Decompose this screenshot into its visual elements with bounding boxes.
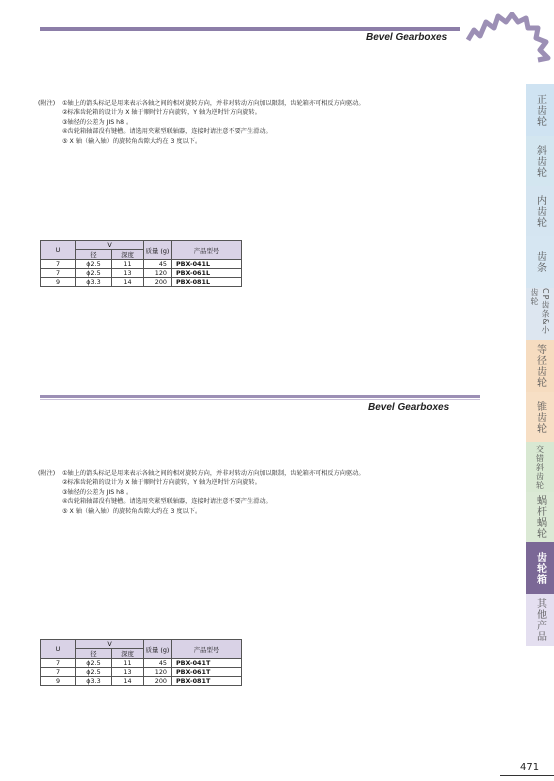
note-line <box>38 99 365 108</box>
cell-u: 9 <box>41 278 76 287</box>
header-rule-mid-thin <box>40 399 480 400</box>
header-rule-top <box>40 27 460 31</box>
cell-mass: 45 <box>144 260 172 269</box>
cell-dia: ϕ3.3 <box>76 677 112 686</box>
page-number-rule <box>500 775 554 776</box>
cell-mass: 200 <box>144 677 172 686</box>
cell-depth: 11 <box>112 659 144 668</box>
col-dia-header: 径 <box>76 649 112 659</box>
notes-block-1 <box>38 99 365 146</box>
notes-tag: (附注) <box>38 100 56 107</box>
cell-dia: ϕ2.5 <box>76 668 112 677</box>
tab-gearboxes[interactable]: 齿轮箱 <box>526 542 554 594</box>
col-dia-header: 径 <box>76 250 112 260</box>
cell-part: PBX-041L <box>172 260 242 269</box>
table-row <box>41 659 242 668</box>
cell-depth: 14 <box>112 278 144 287</box>
cell-depth: 13 <box>112 668 144 677</box>
tab-racks[interactable]: 齿条 <box>526 236 554 288</box>
tab-bevel-gears[interactable]: 锥齿轮 <box>526 392 554 442</box>
tab-helical-gears[interactable]: 斜齿轮 <box>526 136 554 186</box>
cell-depth: 14 <box>112 677 144 686</box>
note-line: ②标准齿轮箱的设计为 X 轴于顺时针方向旋转，Y 轴为逆时针方向旋转。 <box>62 479 261 487</box>
col-depth-header: 深度 <box>112 250 144 260</box>
spec-table-1 <box>40 240 242 287</box>
note-text: ①轴上的箭头标记是用来表示各轴之间的相对旋转方向，并非对转动方向加以限制，齿轮箱亦可相反方向驱动。 <box>62 100 365 107</box>
cell-dia: ϕ2.5 <box>76 269 112 278</box>
note-line: ⑤ X 轴（输入轴）的旋转角齿隙大约在 3 度以下。 <box>62 507 202 515</box>
cell-u: 7 <box>41 668 76 677</box>
note-line: ③轴径的公差为 JIS h8 。 <box>62 488 133 496</box>
note-line <box>38 469 365 478</box>
col-part-header: 产品型号 <box>172 241 242 260</box>
table-row <box>41 260 242 269</box>
cell-mass: 45 <box>144 659 172 668</box>
note-line: ④齿轮箱轴部没有键槽。请选用夹紧型联轴器，连接时请注意不要产生滑动。 <box>62 498 272 506</box>
col-mass-header: 质量 (g) <box>144 640 172 659</box>
gear-outline-icon <box>448 12 554 72</box>
cell-dia: ϕ2.5 <box>76 659 112 668</box>
col-v-header: V <box>76 640 144 649</box>
cell-part: PBX-041T <box>172 659 242 668</box>
cell-part: PBX-081L <box>172 278 242 287</box>
tab-cp-racks-pinions[interactable]: CP齿条&小齿轮 <box>526 288 554 340</box>
cell-u: 7 <box>41 659 76 668</box>
note-line: ⑤ X 轴（输入轴）的旋转角齿隙大约在 3 度以下。 <box>62 137 202 145</box>
cell-u: 9 <box>41 677 76 686</box>
cell-dia: ϕ2.5 <box>76 260 112 269</box>
cell-mass: 200 <box>144 278 172 287</box>
header-rule-mid <box>40 395 480 398</box>
col-depth-header: 深度 <box>112 649 144 659</box>
col-part-header: 产品型号 <box>172 640 242 659</box>
section-title-2: Bevel Gearboxes <box>368 402 450 413</box>
cell-depth: 11 <box>112 260 144 269</box>
tab-worm-gears[interactable]: 蜗杆蜗轮 <box>526 492 554 542</box>
table-row <box>41 677 242 686</box>
note-line: ③轴径的公差为 JIS h8 。 <box>62 118 133 126</box>
page-number: 471 <box>520 762 540 773</box>
notes-tag: (附注) <box>38 470 56 477</box>
note-line: ②标准齿轮箱的设计为 X 轴于顺时针方向旋转，Y 轴为逆时针方向旋转。 <box>62 109 261 117</box>
col-mass-header: 质量 (g) <box>144 241 172 260</box>
table-row <box>41 668 242 677</box>
tab-screw-gears[interactable]: 交错斜齿轮 <box>526 442 554 492</box>
cell-mass: 120 <box>144 269 172 278</box>
cell-part: PBX-061T <box>172 668 242 677</box>
note-text: ①轴上的箭头标记是用来表示各轴之间的相对旋转方向，并非对转动方向加以限制，齿轮箱亦可相反方向驱动。 <box>62 470 365 477</box>
cell-part: PBX-081T <box>172 677 242 686</box>
section-title-1: Bevel Gearboxes <box>366 32 448 43</box>
tab-spur-gears[interactable]: 正齿轮 <box>526 84 554 136</box>
tab-miter-gears[interactable]: 等径齿轮 <box>526 340 554 392</box>
table-row <box>41 278 242 287</box>
cell-mass: 120 <box>144 668 172 677</box>
note-line: ④齿轮箱轴部没有键槽。请选用夹紧型联轴器，连接时请注意不要产生滑动。 <box>62 128 272 136</box>
tab-other-products[interactable]: 其他产品 <box>526 594 554 646</box>
col-u-header: U <box>41 640 76 659</box>
table-row <box>41 269 242 278</box>
cell-depth: 13 <box>112 269 144 278</box>
cell-dia: ϕ3.3 <box>76 278 112 287</box>
col-u-header: U <box>41 241 76 260</box>
cell-u: 7 <box>41 269 76 278</box>
spec-table-2 <box>40 639 242 686</box>
cell-part: PBX-061L <box>172 269 242 278</box>
tab-internal-gears[interactable]: 内齿轮 <box>526 186 554 236</box>
col-v-header: V <box>76 241 144 250</box>
cell-u: 7 <box>41 260 76 269</box>
notes-block-2 <box>38 469 365 516</box>
